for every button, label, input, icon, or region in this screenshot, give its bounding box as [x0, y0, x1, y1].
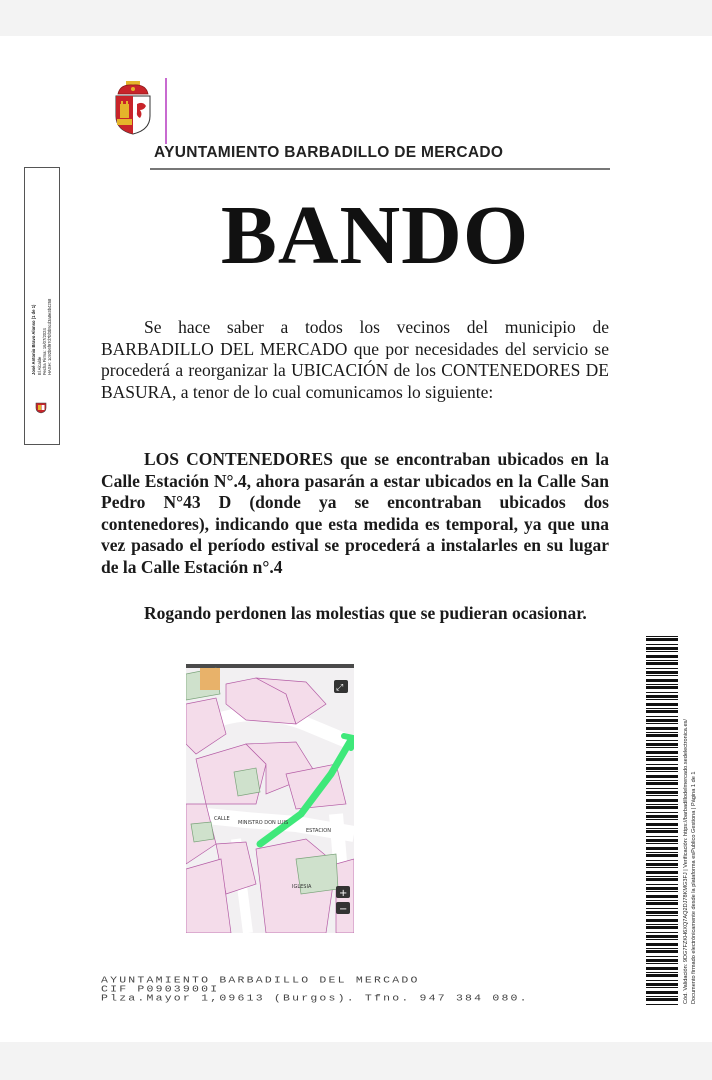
barcode-bar [646, 972, 678, 973]
barcode-bar [646, 932, 678, 933]
barcode-bar [646, 891, 678, 892]
barcode-bar [646, 887, 678, 890]
map-street-label-3: ESTACION [306, 828, 331, 834]
barcode-bar [646, 828, 678, 829]
barcode-bar [646, 727, 678, 730]
barcode-bar [646, 843, 678, 844]
barcode-bar [646, 919, 678, 922]
barcode-bar [646, 948, 678, 949]
barcode-bar [646, 996, 678, 997]
barcode-bar [646, 686, 678, 689]
barcode-bar [646, 980, 678, 981]
barcode-bar [646, 863, 678, 866]
map-zoom-out-button[interactable]: − [339, 904, 348, 915]
map-zoom-in-button[interactable]: + [339, 888, 348, 899]
barcode-bar [646, 950, 678, 953]
signature-date: Fecha Firma: 16/07/2024 [42, 328, 47, 375]
signer-name: José Antonio Bravo Alonso (1 de 1) [31, 304, 36, 375]
barcode-bar [646, 867, 678, 868]
verification-line-1: Cód. Validación: 9DG7FZKH6XQ7AQ2DJ78KMG3FJ | Verificación: https://barbadillodelmercado.sedelectronica.es/ [683, 719, 689, 1004]
barcode-bar [646, 987, 678, 988]
barcode-bar [646, 812, 678, 813]
barcode-bar [646, 780, 678, 781]
barcode-bar [646, 956, 678, 957]
barcode-bar [646, 679, 678, 682]
document-heading: BANDO [220, 189, 530, 282]
barcode-bar [646, 675, 678, 676]
barcode-bar [646, 743, 678, 746]
barcode-bar [646, 991, 678, 994]
barcode-bar [646, 723, 678, 724]
barcode-bar [646, 660, 678, 661]
barcode-bar [646, 983, 678, 986]
barcode-bar [646, 823, 678, 826]
barcode-bar [646, 684, 678, 685]
barcode-bar [646, 1004, 678, 1005]
verification-line-2: Documento firmado electrónicamente desde la plataforma esPublico Gestiona | Página 1 de 1 [691, 771, 697, 1004]
barcode-bar [646, 771, 678, 772]
barcode-bar [646, 959, 678, 962]
barcode-bar [646, 764, 678, 765]
barcode-bar [646, 939, 678, 940]
barcode-bar [646, 839, 678, 842]
signature-hash: HASH: 1c92b6f97d7bf3b5cd3a8e3b4258 [47, 298, 52, 375]
barcode-bar [646, 847, 678, 850]
barcode-bar [646, 716, 678, 717]
barcode-bar [646, 668, 678, 669]
map-street-label-1: CALLE [214, 816, 230, 822]
signer-role: El Alcalde [37, 356, 42, 375]
barcode-bar [646, 782, 678, 785]
barcode-bar [646, 734, 678, 737]
barcode-bar [646, 804, 678, 805]
header-divider-vertical [165, 78, 167, 144]
barcode-bar [646, 710, 678, 713]
barcode-bar [646, 819, 678, 820]
barcode-bar [646, 719, 678, 722]
barcode-bar [646, 854, 678, 857]
barcode-bar [646, 708, 678, 709]
barcode-bar [646, 876, 678, 877]
footer-line-1: AYUNTAMIENTO BARBADILLO DEL MERCADO [101, 975, 420, 986]
barcode-bar [646, 747, 678, 748]
barcode-bar [646, 963, 678, 964]
barcode-bar [646, 884, 678, 885]
notice-paragraph: LOS CONTENEDORES que se encontraban ubicados en la Calle Estación N°.4, ahora pasarán a estar ubicados en la Calle San Pedro N°43 D (donde ya se encontraban ubicados dos contenedores), indicando que esta medida es temporal, ya que una vez pasado el período estival se procederá a instalarles en su lugar de la Calle Estación n°.4 [101, 449, 609, 577]
barcode-bar [646, 695, 678, 698]
barcode-bar [646, 740, 678, 741]
barcode-bar [646, 636, 678, 637]
header-rule [150, 168, 610, 170]
barcode-bar [646, 830, 678, 833]
map-street-label-2: MINISTRO DON LUIS [238, 820, 289, 826]
barcode-bar [646, 732, 678, 733]
barcode-bar [646, 926, 678, 929]
barcode-bar [646, 871, 678, 874]
barcode-bar [646, 815, 678, 818]
document-page [0, 36, 712, 1042]
barcode-bar [646, 902, 678, 905]
validation-barcode [646, 636, 678, 1006]
barcode-bar [646, 758, 678, 761]
intro-paragraph: Se hace saber a todos los vecinos del municipio de BARBADILLO DEL MERCADO que por necesidades del servicio se procederá a reorganizar la UBICACIÓN de los CONTENEDORES DE BASURA, a tenor de lo cual comunicamos lo siguiente: [101, 317, 609, 402]
barcode-bar [646, 915, 678, 916]
barcode-bar [646, 795, 678, 796]
barcode-bar [646, 895, 678, 898]
footer-line-3: Plza.Mayor 1,09613 (Burgos). Tfno. 947 384 080. [101, 993, 529, 1004]
barcode-bar [646, 791, 678, 794]
footer-line-2: CIF P0903900I [101, 984, 220, 995]
barcode-bar [646, 900, 678, 901]
barcode-bar [646, 924, 678, 925]
barcode-bar [646, 836, 678, 837]
barcode-bar [646, 662, 678, 665]
barcode-bar [646, 775, 678, 778]
barcode-bar [646, 799, 678, 802]
barcode-bar [646, 647, 678, 650]
barcode-bar [646, 692, 678, 693]
map-canvas [186, 664, 354, 933]
barcode-bar [646, 908, 678, 909]
barcode-bar [646, 756, 678, 757]
barcode-bar [646, 703, 678, 706]
barcode-bar [646, 998, 678, 1001]
barcode-bar [646, 767, 678, 770]
barcode-bar [646, 638, 678, 641]
barcode-bar [646, 806, 678, 809]
barcode-bar [646, 860, 678, 861]
barcode-bar [646, 852, 678, 853]
barcode-bar [646, 974, 678, 977]
map-expand-icon[interactable]: ⤢ [336, 683, 344, 693]
map-parcel-label: IGLESIA [292, 884, 312, 890]
municipality-title: AYUNTAMIENTO BARBADILLO DE MERCADO [154, 144, 504, 161]
location-map[interactable] [186, 664, 354, 933]
barcode-bar [646, 878, 678, 881]
barcode-bar [646, 935, 678, 938]
barcode-bar [646, 699, 678, 700]
barcode-bar [646, 651, 678, 652]
barcode-bar [646, 911, 678, 914]
barcode-bar [646, 943, 678, 946]
barcode-bar [646, 644, 678, 645]
barcode-bar [646, 967, 678, 970]
barcode-bar [646, 671, 678, 674]
barcode-bar [646, 751, 678, 754]
signature-seal-icon [34, 400, 48, 414]
barcode-bar [646, 788, 678, 789]
closing-paragraph: Rogando perdonen las molestias que se pudieran ocasionar. [144, 603, 587, 623]
barcode-bar [646, 655, 678, 658]
coat-of-arms-logo [112, 80, 154, 136]
signature-stamp-box [24, 167, 60, 445]
